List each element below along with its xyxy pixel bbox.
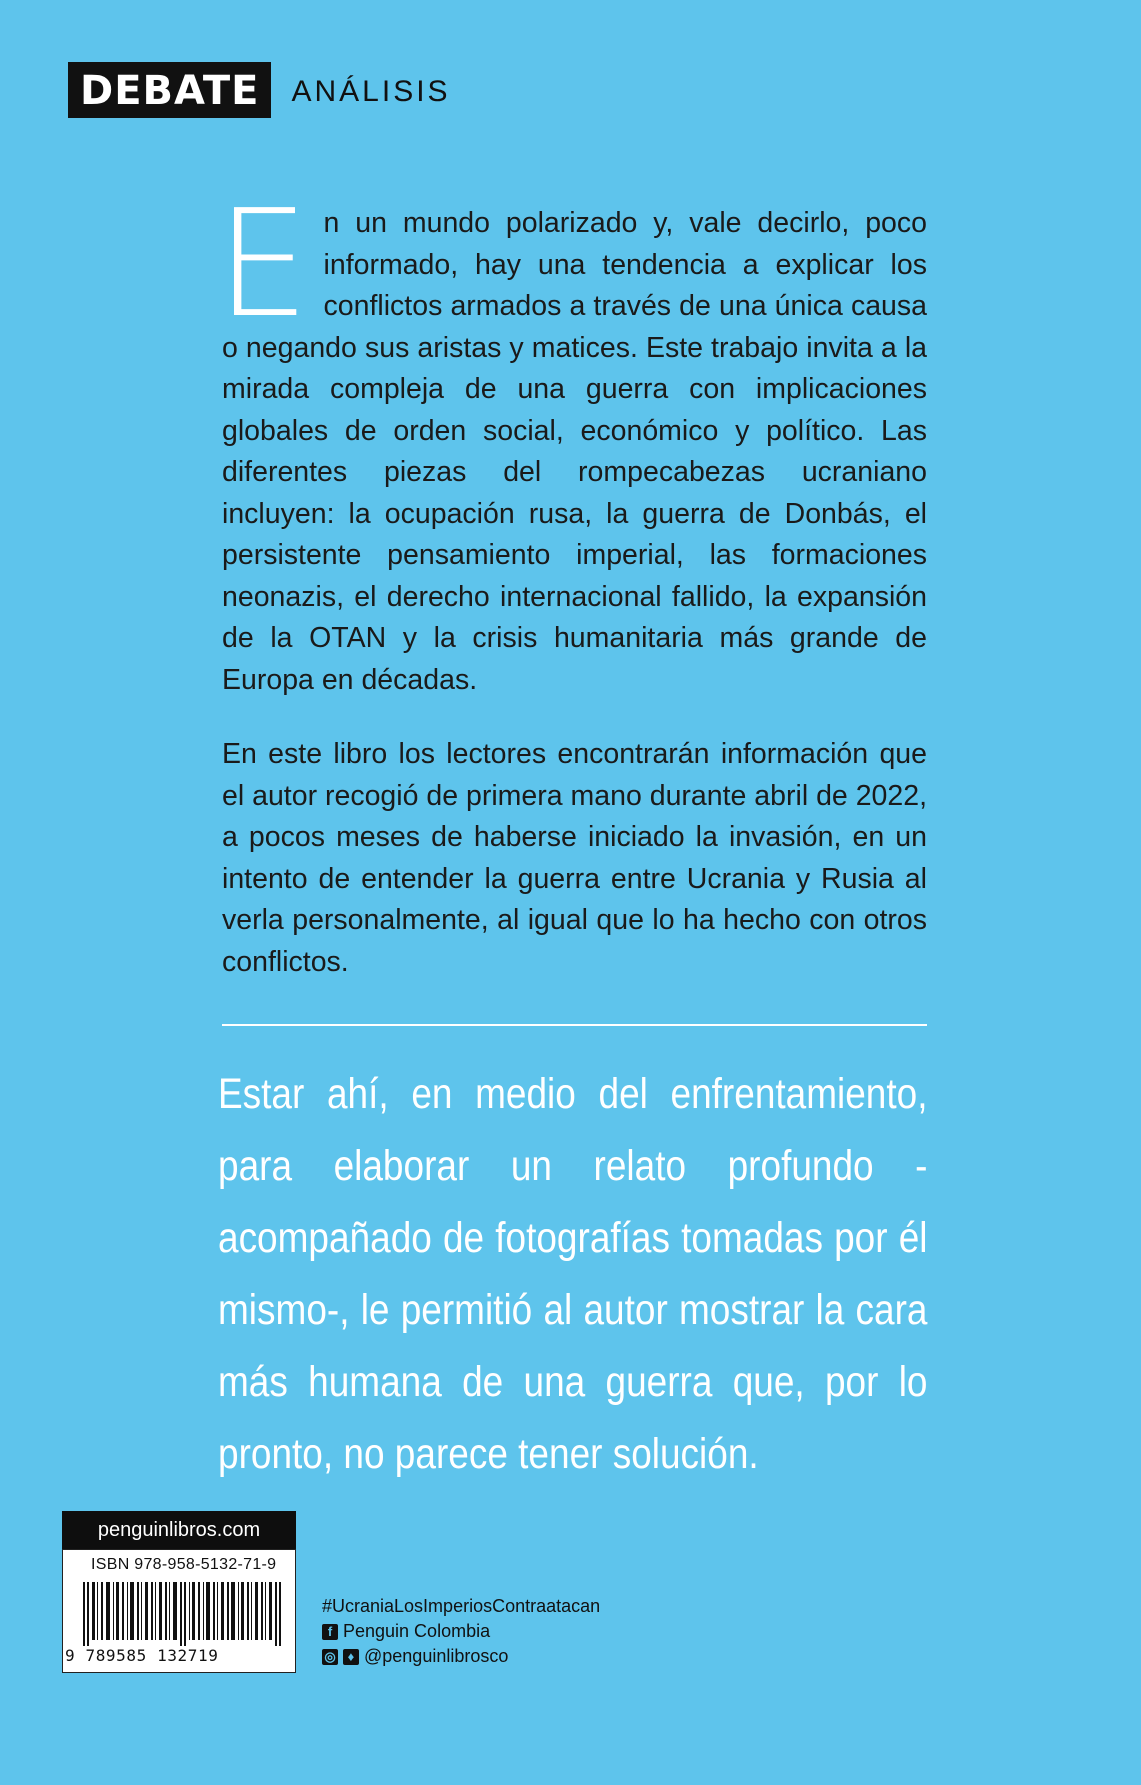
blurb-paragraph-2: En este libro los lectores encontrarán información que el autor recogió de primera mano durante abril de 2022, a pocos meses de haberse iniciado la invasión, en un intento de entender la guerra entre Ucrania y Rusia al verla personalmente, al igual que lo ha hecho con otros conflictos. [222, 738, 928, 978]
facebook-text: Penguin Colombia [343, 1621, 491, 1641]
dropcap-letter: E [216, 178, 310, 350]
barcode-box [62, 1549, 296, 1673]
website-label: penguinlibros.com [62, 1511, 296, 1549]
facebook-line [322, 1619, 600, 1644]
barcode-bars [83, 1582, 283, 1646]
barcode-digits: 9 789585 132719 [65, 1646, 219, 1665]
series-label: ANÁLISIS [291, 75, 451, 108]
social-block [322, 1594, 600, 1669]
isbn-label: ISBN 978-958-5132-71-9 [91, 1556, 277, 1573]
facebook-icon: f [322, 1624, 338, 1640]
handle-text: @penguinlibrosco [364, 1646, 509, 1666]
imprint-logo: DEBATE [68, 62, 271, 118]
twitter-icon: ♦ [343, 1649, 359, 1665]
instagram-twitter-line [322, 1644, 600, 1669]
cover-header [68, 62, 451, 118]
hashtag-text: #UcraniaLosImperiosContraatacan [322, 1596, 601, 1616]
divider-line [222, 1024, 927, 1026]
instagram-icon: ◎ [322, 1649, 338, 1665]
pull-quote: Estar ahí, en medio del enfrentamiento, para elaborar un relato profundo -acompañado de fotografías tomadas por él mismo-, le permitió al autor mostrar la cara más humana de una guerra que, por lo pronto, no parece tener solución. [218, 1070, 928, 1478]
blurb-paragraph-1-text: n un mundo polarizado y, vale decirlo, poco informado, hay una tendencia a explicar los conflictos armados a través de una única causa o negando sus aristas y matices. Este trabajo invita a la mirada compleja de una guerra con implicaciones globales de orden social, económico y político. Las diferentes piezas del rompecabezas ucraniano incluyen: la ocupación rusa, la guerra de Donbás, el persistente pensamiento imperial, las formaciones neonazis, el derecho internacional fallido, la expansión de la OTAN y la crisis humanitaria más grande de Europa en décadas. [222, 207, 927, 696]
hashtag [322, 1594, 600, 1619]
blurb-paragraph-1 [216, 178, 927, 701]
